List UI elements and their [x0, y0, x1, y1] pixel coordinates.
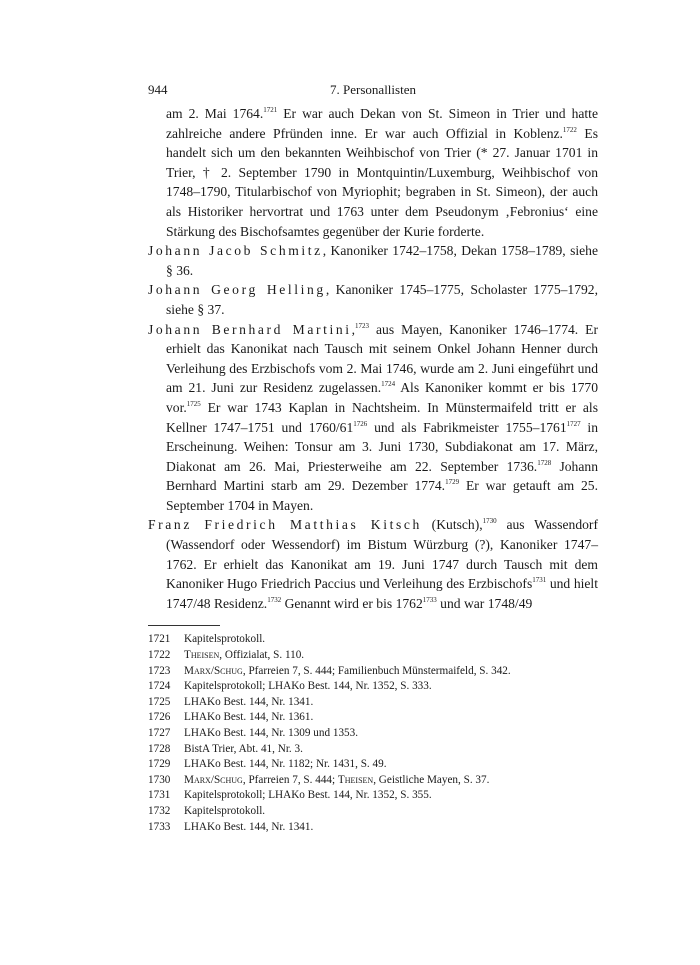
person-name: Johann Georg Helling	[148, 282, 326, 298]
footnote-number: 1726	[148, 711, 171, 724]
footnote: 1725 LHAKo Best. 144, Nr. 1341.	[148, 695, 598, 711]
page-header	[148, 82, 598, 104]
footnote-number: 1732	[148, 804, 171, 817]
footnote-ref[interactable]: 1728	[537, 458, 552, 467]
author-name: Theisen	[184, 649, 220, 662]
footnote-ref[interactable]: 1729	[445, 478, 460, 487]
footnote: 1723 Marx/Schug, Pfarreien 7, S. 444; Familienbuch Münstermaifeld, S. 342.	[148, 664, 598, 680]
author-name: Marx/Schug	[184, 664, 243, 677]
footnote: 1731 Kapitelsprotokoll; LHAKo Best. 144, Nr. 1352, S. 355.	[148, 788, 598, 804]
entry-helling: Johann Georg Helling, Kanoniker 1745–1775, Scholaster 1775–1792, siehe § 37.	[148, 282, 598, 317]
footnote-divider	[148, 625, 220, 626]
footnote: 1721 Kapitelsprotokoll.	[148, 632, 598, 648]
footnote-number: 1722	[148, 649, 171, 662]
footnote-number: 1723	[148, 664, 171, 677]
person-name: Johann Jacob Schmitz	[148, 243, 323, 259]
footnote-number: 1724	[148, 680, 171, 693]
author-name: Marx/Schug	[184, 773, 243, 786]
person-name: Johann Bernhard Martini	[148, 321, 352, 337]
person-name: Franz Friedrich Matthias Kitsch	[148, 517, 422, 533]
footnote-ref[interactable]: 1725	[186, 399, 201, 408]
entry-continuation: am 2. Mai 1764.$^{1721}$ Er war auch Dekan von St. Simeon in Trier und hatte zahlreiche andere Pfründen inne. Er war auch Offizial in Koblenz.$^{1722}$ Es handelt sich um den bekannten Weihbischof von Trier (* 27. Januar 1701 in Trier, † 2. September 1790 in Montquintin/Luxemburg, Weihbischof von 1748–1790, Titularbischof von Myriophit; begraben in St. Simeon), der auch als Historiker hervortrat und 1763 unter dem Pseudonym ‚Febronius‘ eine Stärkung des Bischofsamtes gegenüber der Kurie forderte.	[166, 106, 598, 239]
footnote-ref[interactable]: 1731	[532, 576, 547, 585]
footnote: 1728 BistA Trier, Abt. 41, Nr. 3.	[148, 742, 598, 758]
footnote: 1730 Marx/Schug, Pfarreien 7, S. 444; Theisen, Geistliche Mayen, S. 37.	[148, 773, 598, 789]
footnote-ref[interactable]: 1726	[353, 419, 368, 428]
footnote: 1732 Kapitelsprotokoll.	[148, 804, 598, 820]
footnote-ref[interactable]: 1721	[263, 106, 278, 114]
footnote-ref[interactable]: 1727	[566, 419, 581, 428]
body-text	[148, 104, 598, 613]
footnote-number: 1728	[148, 742, 171, 755]
document-page	[148, 82, 598, 835]
entry-kitsch: Franz Friedrich Matthias Kitsch (Kutsch),$^{1730}$ aus Wassendorf (Wassendorf oder Wessendorf) im Bistum Würzburg (?), Kanoniker 1747–1762. Er erhielt das Kanonikat am 19. Juni 1747 durch Tausch mit dem Kanoniker Hugo Friedrich Paccius und Verleihung des Erzbischofs$^{1731}$ und hielt 1747/48 Residenz.$^{1732}$ Genannt wird er bis $1762^{1733}$ und war 1748/49	[148, 517, 598, 611]
author-name: Theisen	[337, 773, 374, 786]
footnote-ref[interactable]: 1732	[267, 595, 282, 604]
footnote: 1729 LHAKo Best. 144, Nr. 1182; Nr. 1431, S. 49.	[148, 757, 598, 773]
footnote: 1724 Kapitelsprotokoll; LHAKo Best. 144, Nr. 1352, S. 333.	[148, 679, 598, 695]
footnote-number: 1727	[148, 727, 171, 739]
footnote-number: 1725	[148, 695, 171, 708]
footnote: 1722 Theisen, Offizialat, S. 110.	[148, 648, 598, 664]
footnote-number: 1729	[148, 758, 171, 771]
footnote-ref[interactable]: 1723	[355, 321, 370, 330]
footnote-number: 1731	[148, 789, 171, 802]
footnotes	[148, 632, 598, 835]
footnote-ref[interactable]: 1724	[381, 380, 396, 389]
footnote-number: 1730	[148, 773, 171, 786]
entry-schmitz: Johann Jacob Schmitz, Kanoniker 1742–1758, Dekan 1758–1789, siehe § 36.	[148, 243, 598, 278]
footnote-ref[interactable]: 1722	[562, 125, 577, 134]
page-number: 944	[148, 82, 168, 97]
footnote-ref[interactable]: 1730	[482, 517, 497, 526]
entry-martini: Johann Bernhard Martini,$^{1723}$ aus Mayen, Kanoniker 1746–1774. Er erhielt das Kanonikat nach Tausch mit seinem Onkel Johann Henner durch Verleihung des Erzbischofs vom 2. Mai 1746, wurde am 2. Juni eingeführt und am 21. Juni zur Residenz zugelassen.$^{1724}$ Als Kanoniker kommt er bis 1770 vor.$^{1725}$ Er war 1743 Kaplan in Nachtsheim. In Münstermaifeld tritt er als Kellner 1747–1751 und $1760/61^{1726}$ und als Fabrikmeister $1755-1761^{1727}$ in Erscheinung. Weihen: Tonsur am 3. Juni 1730, Subdiakonat am 17. März, Diakonat am 26. Mai, Priesterweihe am 22. September 1736.$^{1728}$ Johann Bernhard Martini starb am 29. Dezember 1774.$^{1729}$ Er war getauft am 25. September 1704 in Mayen.	[148, 321, 599, 513]
running-head: 7. Personallisten	[330, 82, 416, 97]
footnote: 1726 LHAKo Best. 144, Nr. 1361.	[148, 710, 598, 726]
footnote: 1727 LHAKo Best. 144, Nr. 1309 und 1353.	[148, 726, 598, 742]
footnote-number: 1733	[148, 820, 171, 833]
footnote: 1733 LHAKo Best. 144, Nr. 1341.	[148, 820, 598, 836]
footnote-number: 1721	[148, 633, 171, 646]
footnote-ref[interactable]: 1733	[422, 595, 437, 604]
